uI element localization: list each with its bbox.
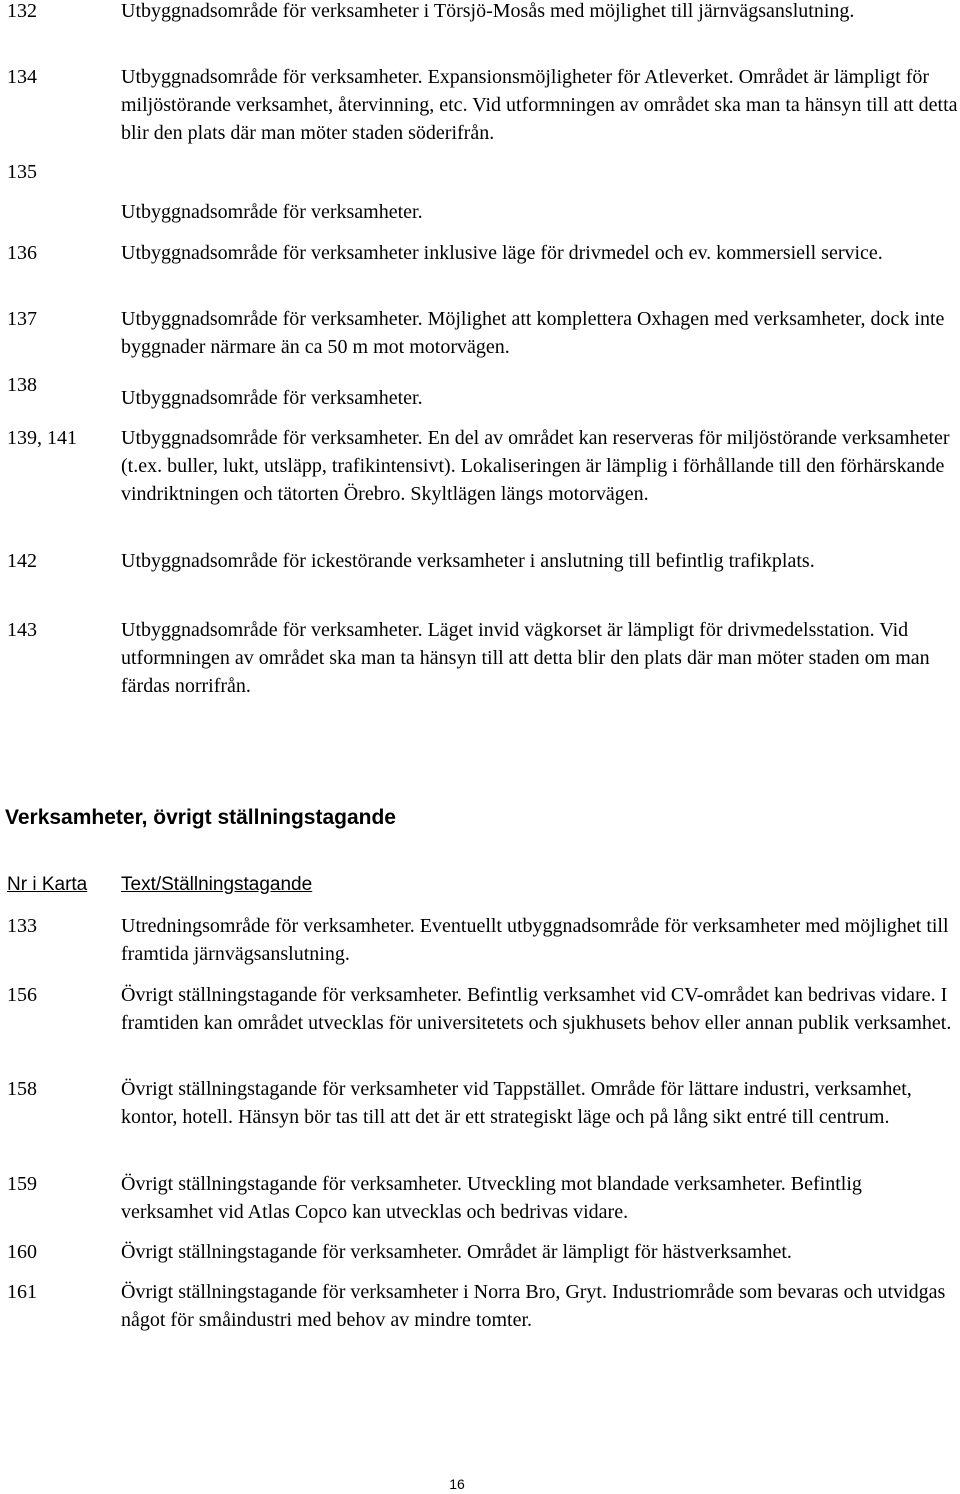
entry-number: 133 bbox=[7, 915, 37, 937]
entry-number: 156 bbox=[7, 984, 37, 1006]
entry-number: 158 bbox=[7, 1078, 37, 1100]
entry-number: 160 bbox=[7, 1241, 37, 1263]
entry-text: Utbyggnadsområde för verksamheter. En del av området kan reserveras för miljöstörande verksamheter (t.ex. buller, lukt, utsläpp, trafikintensivt). Lokaliseringen är lämplig i förhållande till den förhärskande vindriktningen och tätorten Örebro. Skyltlägen längs motorvägen. bbox=[121, 427, 950, 505]
column-header-nr: Nr i Karta bbox=[7, 874, 88, 895]
entry-text: Övrigt ställningstagande för verksamheter. Befintlig verksamhet vid CV-området kan bedrivas vidare. I framtiden kan området utvecklas för universitetets och sjukhusets behov eller annan publik verksamhet. bbox=[121, 984, 952, 1034]
page-number: 16 bbox=[449, 1476, 465, 1492]
entry-number: 136 bbox=[7, 242, 37, 264]
entry-number: 132 bbox=[7, 0, 37, 22]
entry-number: 137 bbox=[7, 308, 37, 330]
entry-text: Utbyggnadsområde för verksamheter inklusive läge för drivmedel och ev. kommersiell service. bbox=[121, 242, 883, 264]
entry-text: Övrigt ställningstagande för verksamheter. Utveckling mot blandade verksamheter. Befintlig verksamhet vid Atlas Copco kan utvecklas och bedrivas vidare. bbox=[121, 1173, 862, 1223]
entry-number: 138 bbox=[7, 374, 37, 396]
entry-text: Utbyggnadsområde för ickestörande verksamheter i anslutning till befintlig trafikplats. bbox=[121, 550, 815, 572]
entry-text: Utbyggnadsområde för verksamheter. bbox=[121, 201, 423, 223]
entry-number: 139, 141 bbox=[7, 427, 77, 449]
entry-number: 142 bbox=[7, 550, 37, 572]
entry-number: 143 bbox=[7, 619, 37, 641]
entry-text: Utbyggnadsområde för verksamheter. Läget invid vägkorset är lämpligt för drivmedelsstation. Vid utformningen av området ska man ta hänsyn till att detta blir den plats där man möter staden om man färdas norrifrån. bbox=[121, 619, 930, 697]
entry-text: Utbyggnadsområde för verksamheter. Expansionsmöjligheter för Atleverket. Området är lämpligt för miljöstörande verksamhet, återvinning, etc. Vid utformningen av området ska man ta hänsyn till att detta blir den plats där man möter staden söderifrån. bbox=[121, 66, 958, 144]
entry-text: Utbyggnadsområde för verksamheter i Törsjö-Mosås med möjlighet till järnvägsanslutning. bbox=[121, 0, 855, 22]
entry-number: 159 bbox=[7, 1173, 37, 1195]
section-heading: Verksamheter, övrigt ställningstagande bbox=[5, 806, 396, 829]
entry-text: Övrigt ställningstagande för verksamheter. Området är lämpligt för hästverksamhet. bbox=[121, 1241, 792, 1263]
entry-text: Utredningsområde för verksamheter. Eventuellt utbyggnadsområde för verksamheter med möjlighet till framtida järnvägsanslutning. bbox=[121, 915, 949, 965]
entry-number: 135 bbox=[7, 161, 37, 183]
entry-number: 161 bbox=[7, 1281, 37, 1303]
column-header-text: Text/Ställningstagande bbox=[121, 874, 313, 895]
entry-text: Övrigt ställningstagande för verksamheter vid Tappstället. Område för lättare industri, verksamhet, kontor, hotell. Hänsyn bör tas till att det är ett strategiskt läge och på lång sikt entré till centrum. bbox=[121, 1078, 912, 1128]
entry-text: Utbyggnadsområde för verksamheter. bbox=[121, 387, 423, 409]
entry-text: Utbyggnadsområde för verksamheter. Möjlighet att komplettera Oxhagen med verksamheter, dock inte byggnader närmare än ca 50 m mot motorvägen. bbox=[121, 308, 945, 358]
entry-text: Övrigt ställningstagande för verksamheter i Norra Bro, Gryt. Industriområde som bevaras och utvidgas något för småindustri med behov av mindre tomter. bbox=[121, 1281, 946, 1331]
entry-number: 134 bbox=[7, 66, 37, 88]
